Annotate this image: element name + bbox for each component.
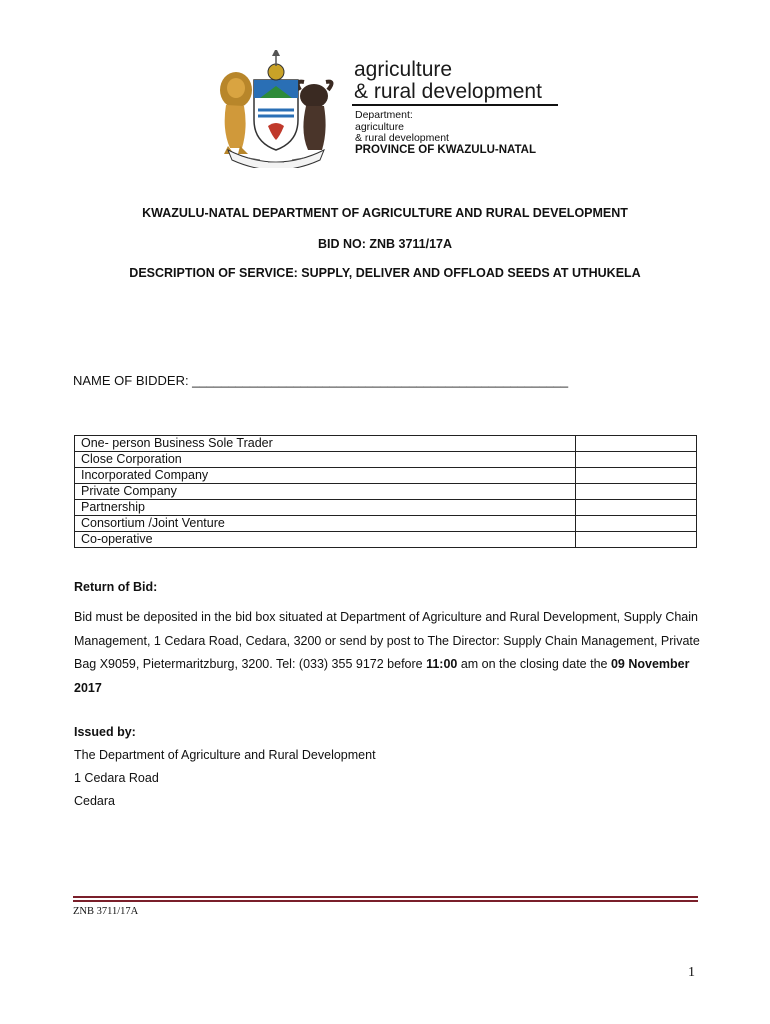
bidder-type-label: One- person Business Sole Trader: [75, 436, 576, 452]
return-of-bid-paragraph: [74, 606, 714, 700]
dept-line-3: & rural development: [355, 132, 449, 144]
bidder-name-field: NAME OF BIDDER: ____________________________________________________: [73, 373, 569, 388]
brand-title-line2: & rural development: [354, 80, 542, 103]
bidder-type-checkbox[interactable]: [576, 436, 697, 452]
closing-time: 11:00: [426, 657, 458, 671]
lion-figure: [220, 72, 252, 154]
issued-by-line-3: Cedara: [74, 794, 115, 808]
document-title: KWAZULU-NATAL DEPARTMENT OF AGRICULTURE AND RURAL DEVELOPMENT: [142, 206, 628, 220]
return-text-1: Bid must be deposited in the bid box situated at Department of Agriculture and Rural Development, Supply Chain Management, 1 Cedara Road, Cedara, 3200 or send by post to The Director: Supply Chain Management, Private Bag X9059, Pietermaritzburg, 3200. Tel: (033) 355 9172 before: [74, 610, 700, 671]
bidder-type-checkbox[interactable]: [576, 532, 697, 548]
brand-divider: [352, 104, 558, 106]
service-description: DESCRIPTION OF SERVICE: SUPPLY, DELIVER AND OFFLOAD SEEDS AT UTHUKELA: [129, 266, 641, 280]
coat-of-arms-logo: [208, 50, 344, 168]
footer-divider-secondary: [73, 900, 698, 902]
issued-by-line-1: The Department of Agriculture and Rural Development: [74, 748, 376, 762]
bidder-type-checkbox[interactable]: [576, 500, 697, 516]
page-number: 1: [688, 965, 695, 980]
bidder-type-label: Co-operative: [75, 532, 576, 548]
return-of-bid-heading: Return of Bid:: [74, 580, 158, 594]
bidder-type-label: Partnership: [75, 500, 576, 516]
bidder-type-table: [74, 435, 697, 548]
bidder-type-checkbox[interactable]: [576, 516, 697, 532]
bidder-type-checkbox[interactable]: [576, 484, 697, 500]
bidder-type-checkbox[interactable]: [576, 468, 697, 484]
table-row: [75, 468, 697, 484]
dept-line-1: Department:: [355, 109, 413, 121]
bidder-type-label: Incorporated Company: [75, 468, 576, 484]
table-row: [75, 532, 697, 548]
bidder-type-label: Consortium /Joint Venture: [75, 516, 576, 532]
issued-by-line-2: 1 Cedara Road: [74, 771, 159, 785]
table-row: [75, 452, 697, 468]
footer-divider: [73, 896, 698, 898]
table-row: [75, 516, 697, 532]
bidder-type-label: Private Company: [75, 484, 576, 500]
table-row: [75, 484, 697, 500]
shield-figure: [254, 50, 298, 150]
return-text-2: am on the closing date the: [457, 657, 611, 671]
dept-line-2: agriculture: [355, 121, 405, 133]
table-row: [75, 500, 697, 516]
issued-by-heading: Issued by:: [74, 725, 136, 739]
bid-number: BID NO: ZNB 3711/17A: [317, 237, 453, 251]
buffalo-figure: [298, 82, 332, 150]
closing-date: 09 November 2017: [74, 657, 690, 695]
table-row: [75, 436, 697, 452]
bidder-type-label: Close Corporation: [75, 452, 576, 468]
province-label: PROVINCE OF KWAZULU-NATAL: [355, 144, 537, 156]
footer-reference: ZNB 3711/17A: [73, 906, 139, 917]
brand-title-line1: agriculture: [354, 58, 453, 81]
bidder-type-checkbox[interactable]: [576, 452, 697, 468]
